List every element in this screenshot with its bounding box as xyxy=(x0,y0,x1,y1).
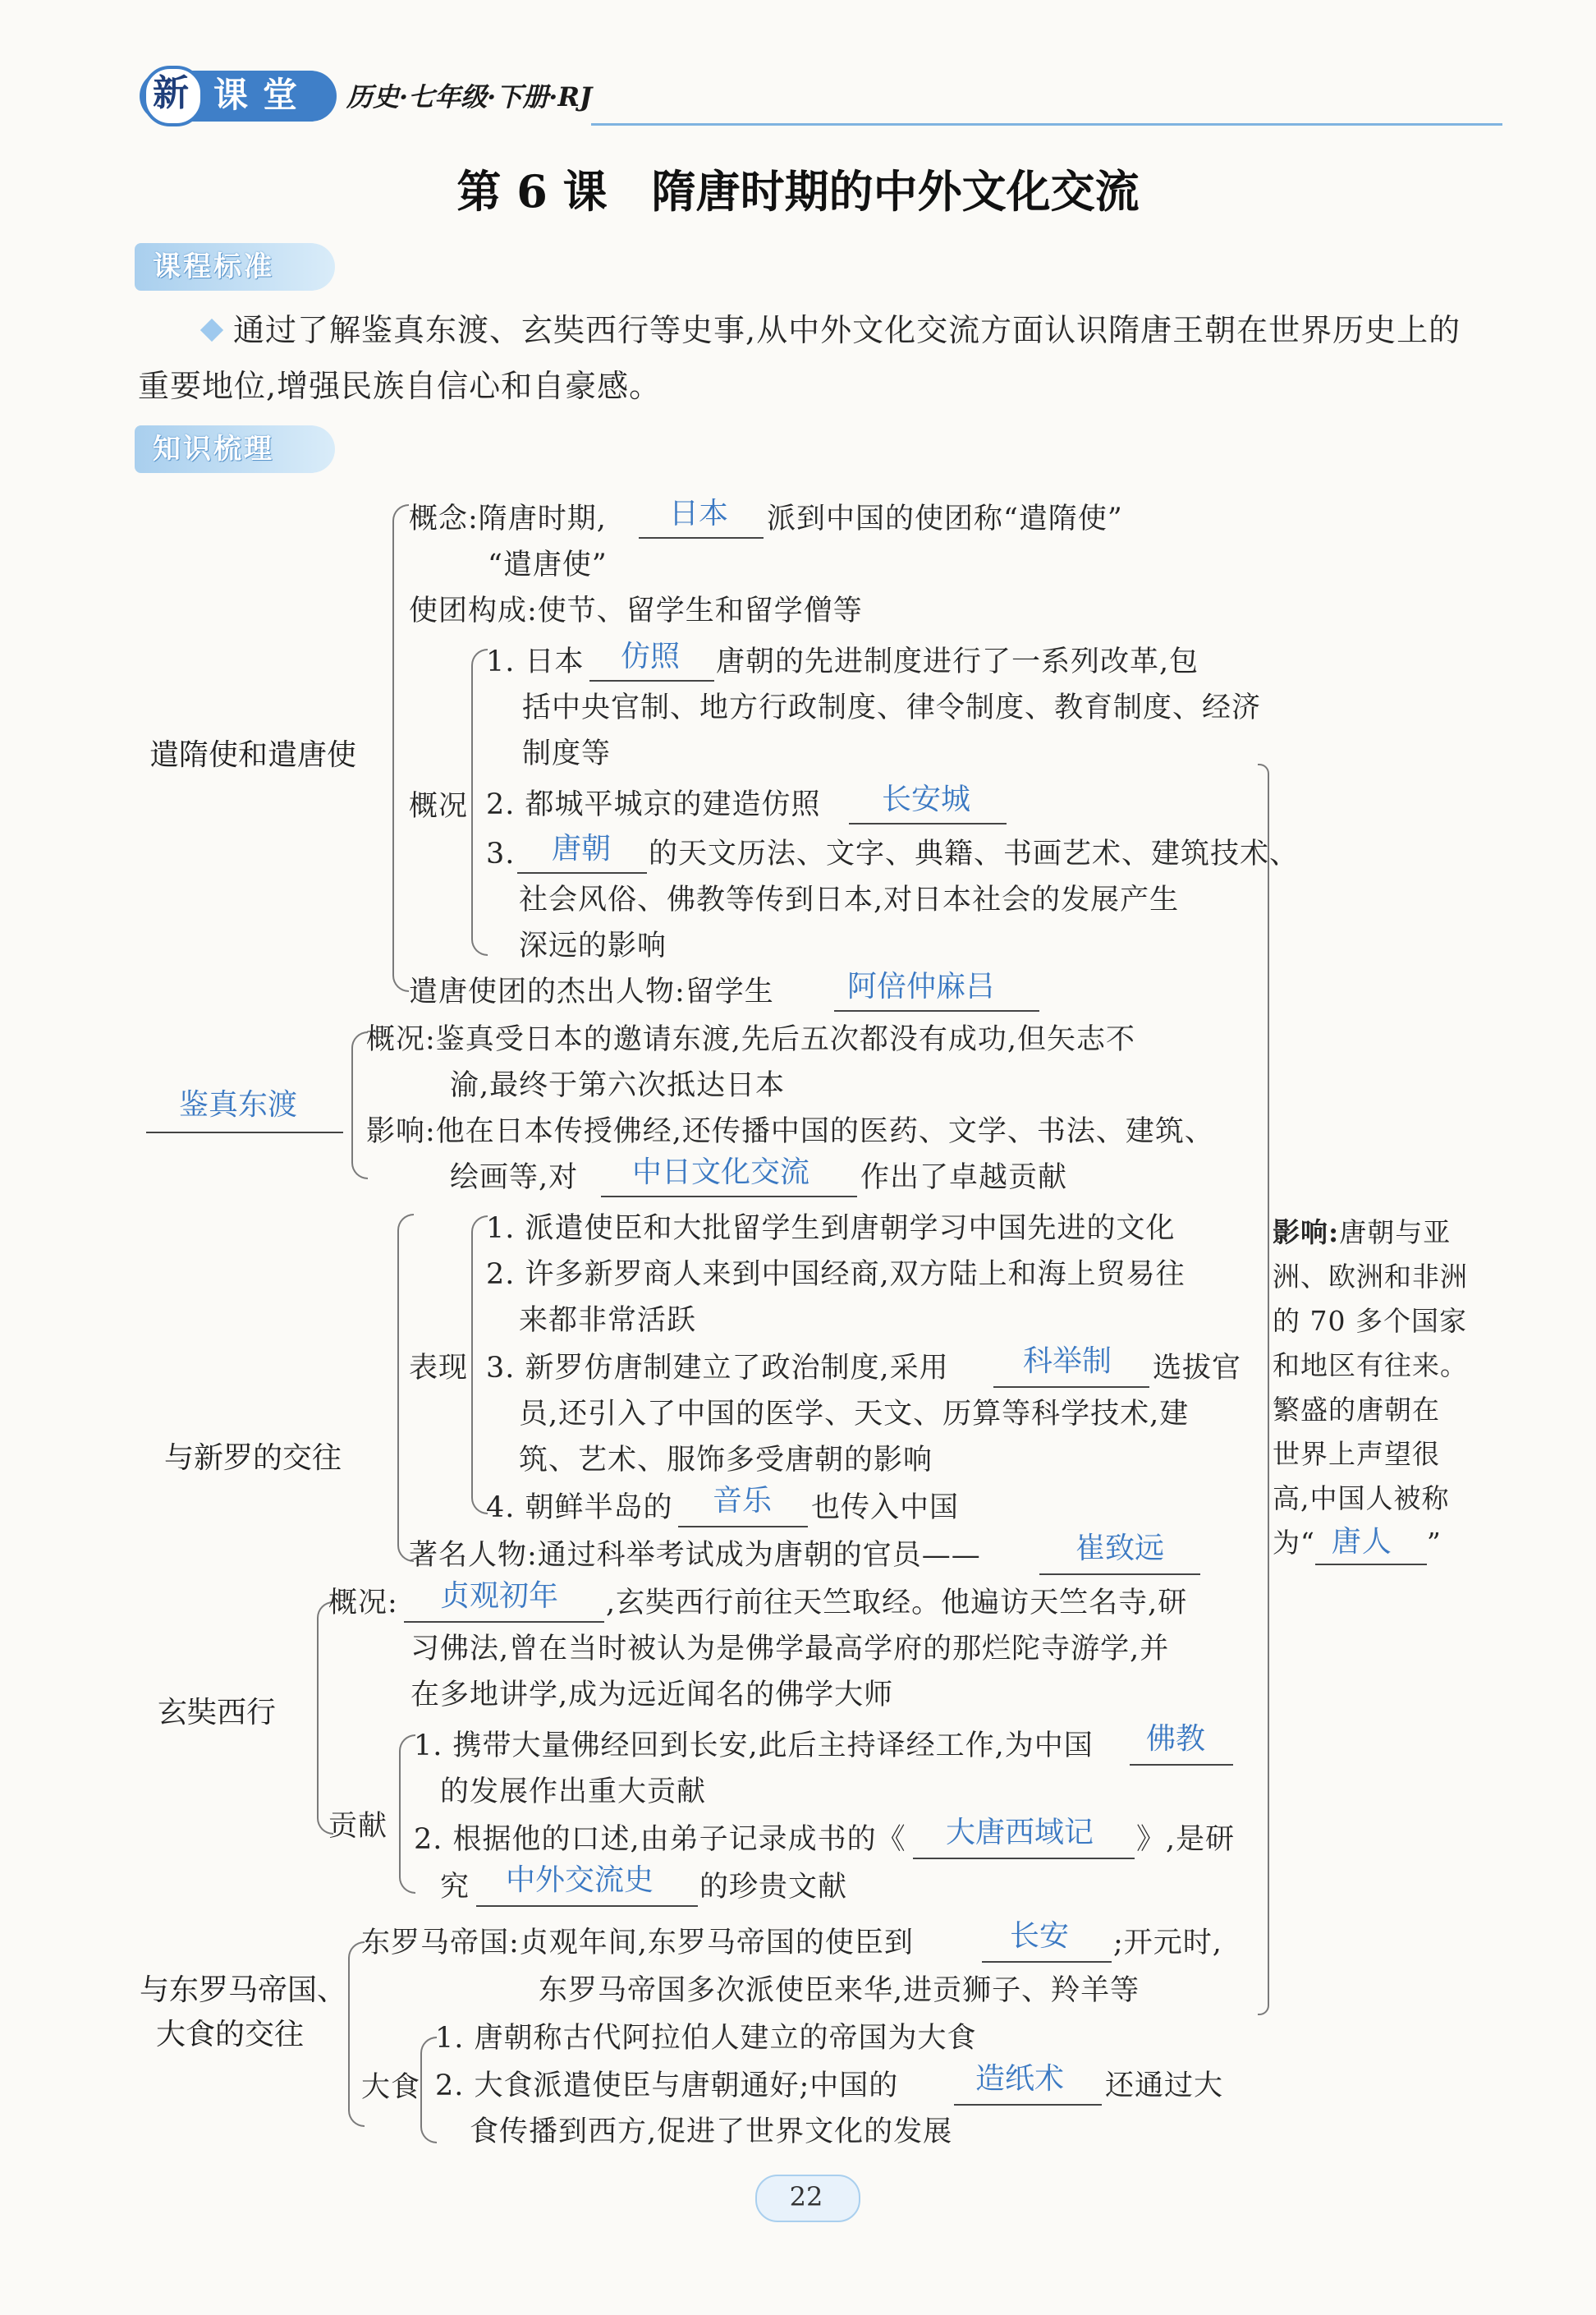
jianzhen-impact-l2-post: 作出了卓越贡献 xyxy=(860,1161,1068,1194)
topic-rome-2: 大食的交往 xyxy=(156,2018,305,2051)
rome-d2: 2. 大食派遣使臣与唐朝通好;中国的 xyxy=(435,2069,899,2102)
side-l5: 繁盛的唐朝在 xyxy=(1273,1394,1440,1426)
page-number: 22 xyxy=(789,2181,823,2212)
silla-p1: 1. 派遣使臣和大批留学生到唐朝学习中国先进的文化 xyxy=(486,1212,1176,1245)
envoys-figure: 遣唐使团的杰出人物:留学生 xyxy=(409,976,774,1008)
silla-p3: 3. 新罗仿唐制建立了政治制度,采用 xyxy=(486,1352,949,1385)
bracket-jianzhen xyxy=(351,1031,368,1179)
answer-15: 长安 xyxy=(1010,1919,1070,1953)
side-l8-post: ” xyxy=(1426,1527,1442,1559)
standard-line-1: 通过了解鉴真东渡、玄奘西行等史事,从中外文化交流方面认识隋唐王朝在世界历史上的 xyxy=(233,312,1461,348)
section-label-knowledge: 知识梳理 xyxy=(135,425,335,473)
envoys-p1-post: 唐朝的先进制度进行了一系列改革,包 xyxy=(716,645,1199,678)
rome-d2-l2: 食传播到西方,促进了世界文化的发展 xyxy=(470,2115,953,2148)
answer-2: 仿照 xyxy=(621,640,681,673)
standard-line-2: 重要地位,增强民族自信心和自豪感。 xyxy=(138,368,662,404)
envoys-p3-l3: 深远的影响 xyxy=(519,930,667,962)
section-label-standard: 课程标准 xyxy=(135,243,335,291)
side-label: 影响: xyxy=(1273,1216,1340,1248)
silla-famous: 著名人物:通过科举考试成为唐朝的官员—— xyxy=(409,1539,981,1572)
envoys-p3-l2: 社会风俗、佛教等传到日本,对日本社会的发展产生 xyxy=(519,884,1180,916)
side-l4: 和地区有往来。 xyxy=(1273,1349,1468,1381)
answer-16: 造纸术 xyxy=(975,2062,1065,2096)
topic-silla: 与新罗的交往 xyxy=(164,1441,342,1475)
side-l8-pre: 为“ xyxy=(1273,1527,1315,1559)
xuanzang-c2-l2-post: 的珍贵文献 xyxy=(699,1871,848,1904)
answer-10: 崔致远 xyxy=(1075,1532,1165,1565)
jianzhen-overview: 概况:鉴真受日本的邀请东渡,先后五次都没有成功,但矢志不 xyxy=(366,1023,1136,1056)
envoys-p1-l3: 制度等 xyxy=(522,737,612,770)
topic-xuanzang: 玄奘西行 xyxy=(158,1696,277,1729)
answer-9: 音乐 xyxy=(713,1484,773,1518)
envoys-concept: 概念:隋唐时期, xyxy=(409,503,607,535)
header-rule xyxy=(591,123,1502,126)
side-l6: 世界上声望很 xyxy=(1273,1438,1440,1470)
answer-3: 长安城 xyxy=(882,783,971,816)
envoys-p1-l2: 括中央官制、地方行政制度、律令制度、教育制度、经济 xyxy=(522,691,1262,724)
side-l2: 洲、欧洲和非洲 xyxy=(1273,1261,1468,1293)
jianzhen-overview-l2: 渝,最终于第六次抵达日本 xyxy=(450,1069,786,1102)
side-l7: 高,中国人被称 xyxy=(1273,1482,1450,1514)
xuanzang-c2: 2. 根据他的口述,由弟子记录成书的《 xyxy=(414,1823,906,1856)
xuanzang-contrib-label: 贡献 xyxy=(328,1810,388,1843)
silla-p2-l2: 来都非常活跃 xyxy=(519,1304,697,1337)
jianzhen-impact-l2: 绘画等,对 xyxy=(450,1161,579,1194)
bracket-side xyxy=(1258,764,1269,2015)
envoys-p3-post: 的天文历法、文字、典籍、书画艺术、建筑技术、 xyxy=(649,838,1300,870)
envoys-concept-line2: “遣唐使” xyxy=(488,549,608,581)
silla-p4: 4. 朝鲜半岛的 xyxy=(486,1491,673,1524)
side-impact xyxy=(1273,1210,1486,1565)
bracket-silla xyxy=(397,1214,414,1562)
logo-char-1: 新 xyxy=(153,72,189,114)
rome-line1: 东罗马帝国:贞观年间,东罗马帝国的使臣到 xyxy=(361,1927,914,1959)
envoys-p3: 3. xyxy=(486,838,516,870)
envoys-concept-post: 派到中国的使团称“遣隋使” xyxy=(767,503,1123,535)
silla-p3-l2: 员,还引入了中国的医学、天文、历算等科学技术,建 xyxy=(519,1398,1190,1431)
bracket-envoys-overview xyxy=(471,649,488,956)
side-l1: 唐朝与亚 xyxy=(1339,1216,1452,1248)
rome-line1-post: ;开元时, xyxy=(1113,1927,1222,1959)
xuanzang-overview-l2: 习佛法,曾在当时被认为是佛学最高学府的那烂陀寺游学,并 xyxy=(410,1633,1170,1665)
header xyxy=(131,66,1502,131)
answer-14: 中外交流史 xyxy=(506,1863,654,1897)
answer-12: 佛教 xyxy=(1146,1722,1206,1756)
bracket-xuanzang xyxy=(317,1601,333,1835)
bracket-silla-items xyxy=(471,1215,488,1514)
header-subtitle: 历史·七年级·下册·RJ xyxy=(346,81,593,113)
logo-char-2: 课 xyxy=(213,75,249,115)
answer-7: 中日文化交流 xyxy=(632,1155,810,1189)
xuanzang-c2-post: 》,是研 xyxy=(1136,1823,1236,1856)
xuanzang-c1-l2: 的发展作出重大贡献 xyxy=(440,1775,707,1808)
answer-17: 唐人 xyxy=(1331,1525,1392,1559)
rome-d1: 1. 唐朝称古代阿拉伯人建立的帝国为大食 xyxy=(435,2022,977,2055)
xuanzang-c1: 1. 携带大量佛经回到长安,此后主持译经工作,为中国 xyxy=(414,1729,1094,1762)
answer-4: 唐朝 xyxy=(552,832,612,866)
rome-line2: 东罗马帝国多次派使臣来华,进贡狮子、羚羊等 xyxy=(539,1974,1140,2007)
xuanzang-overview-post: ,玄奘西行前往天竺取经。他遍访天竺名寺,研 xyxy=(606,1587,1188,1619)
rome-d2-post: 还通过大 xyxy=(1105,2069,1224,2102)
topic-envoys: 遣隋使和遣唐使 xyxy=(149,738,357,772)
silla-p3-l3: 筑、艺术、服饰多受唐朝的影响 xyxy=(519,1444,933,1477)
answer-13: 大唐西域记 xyxy=(946,1816,1094,1849)
answer-8: 科举制 xyxy=(1023,1344,1112,1378)
lesson-title: 第 6 课 隋唐时期的中外文化交流 xyxy=(456,165,1140,218)
side-l3: 的 70 多个国家 xyxy=(1273,1305,1467,1337)
silla-p4-post: 也传入中国 xyxy=(811,1491,960,1524)
bracket-envoys xyxy=(392,504,409,992)
rome-dashi-label: 大食 xyxy=(361,2071,421,2104)
bracket-dashi xyxy=(420,2037,437,2143)
xuanzang-overview: 概况: xyxy=(328,1587,398,1619)
envoys-p2: 2. 都城平城京的建造仿照 xyxy=(486,788,821,821)
answer-1: 日本 xyxy=(669,497,729,531)
envoys-members: 使团构成:使节、留学生和留学僧等 xyxy=(409,595,863,627)
envoys-overview-label: 概况 xyxy=(409,790,469,823)
answer-5: 阿倍仲麻吕 xyxy=(847,970,996,1004)
xuanzang-c2-l2: 究 xyxy=(440,1871,470,1904)
diamond-icon xyxy=(200,319,223,342)
logo-char-3: 堂 xyxy=(263,75,298,115)
answer-11: 贞观初年 xyxy=(440,1579,559,1613)
silla-p3-post: 选拔官 xyxy=(1153,1352,1242,1385)
xuanzang-overview-l3: 在多地讲学,成为远近闻名的佛学大师 xyxy=(410,1679,894,1711)
answer-6: 鉴真东渡 xyxy=(179,1088,298,1122)
silla-label: 表现 xyxy=(409,1352,469,1385)
envoys-p1: 1. 日本 xyxy=(486,645,585,678)
bracket-xuanzang-contrib xyxy=(399,1734,415,1894)
silla-p2: 2. 许多新罗商人来到中国经商,双方陆上和海上贸易往 xyxy=(486,1258,1186,1291)
jianzhen-impact: 影响:他在日本传授佛经,还传播中国的医药、文学、书法、建筑、 xyxy=(366,1115,1214,1148)
topic-rome: 与东罗马帝国、 xyxy=(140,1973,347,2007)
